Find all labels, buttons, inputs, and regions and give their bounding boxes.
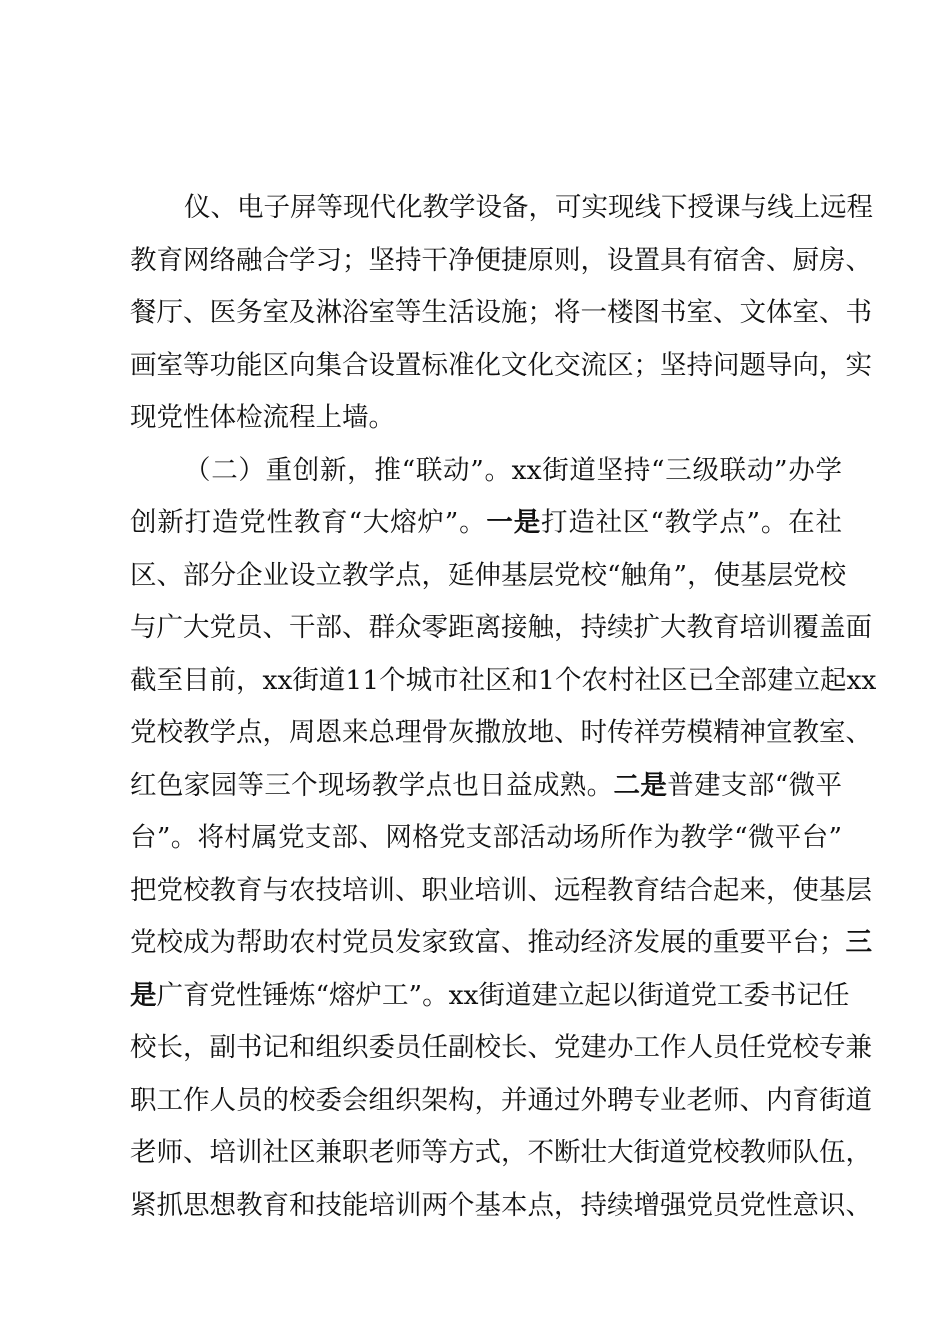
- text-segment: 仪、电子屏等现代化教学设备，可实现线下授课与线上远程: [184, 192, 873, 223]
- text-line: [130, 550, 847, 603]
- bold-marker: 是: [130, 979, 157, 1011]
- text-line: [130, 970, 850, 1023]
- bold-marker: 一是: [486, 507, 542, 538]
- text-segment: 职工作人员的校委会组织架构，并通过外聘专业老师、内育街道: [130, 1084, 872, 1116]
- text-segment: 餐厅、医务室及淋浴室等生活设施；将一楼图书室、文体室、书: [130, 297, 872, 328]
- text-line: [130, 1127, 872, 1180]
- text-line: [130, 182, 873, 235]
- bold-marker: 二是: [613, 769, 668, 801]
- text-line: [130, 812, 842, 865]
- text-segment: 台”。将村属党支部、网格党支部活动场所作为教学“微平台”: [130, 822, 842, 853]
- text-segment: 把党校教育与农技培训、职业培训、远程教育结合起来，使基层: [130, 874, 872, 906]
- text-segment: 广育党性锤炼“熔炉工”。xx街道建立起以街道党工委书记任: [156, 979, 850, 1011]
- text-segment: 区、部分企业设立教学点，延伸基层党校“触角”，使基层党校: [130, 559, 847, 591]
- text-line: [130, 1022, 872, 1075]
- text-line: [130, 497, 842, 550]
- text-segment: 截至目前，xx街道11个城市社区和1个农村社区已全部建立起xx: [130, 664, 877, 696]
- text-line: [130, 392, 842, 445]
- text-line: [130, 602, 872, 655]
- text-line: [130, 760, 842, 813]
- text-segment: 普建支部“微平: [667, 769, 843, 801]
- text-segment: 现党性体检流程上墙。: [130, 402, 395, 433]
- text-line: [130, 655, 877, 708]
- text-segment: 红色家园等三个现场教学点也日益成熟。: [130, 769, 614, 801]
- text-segment: 打造社区“教学点”。在社: [541, 507, 842, 538]
- text-line: [130, 340, 872, 393]
- text-line: [130, 707, 872, 760]
- text-segment: 紧抓思想教育和技能培训两个基本点，持续增强党员党性意识、: [130, 1189, 872, 1221]
- text-segment: 党校教学点，周恩来总理骨灰撒放地、时传祥劳模精神宣教室、: [130, 717, 872, 748]
- text-segment: 创新打造党性教育“大熔炉”。: [130, 507, 487, 538]
- text-line: [130, 235, 872, 288]
- text-line: [130, 287, 872, 340]
- text-line: [130, 1180, 872, 1233]
- text-line: [130, 1075, 872, 1128]
- text-segment: 教育网络融合学习；坚持干净便捷原则，设置具有宿舍、厨房、: [130, 244, 872, 276]
- text-line: [130, 445, 842, 498]
- text-line: [130, 865, 872, 918]
- text-segment: 老师、培训社区兼职老师等方式，不断壮大街道党校教师队伍，: [130, 1137, 872, 1168]
- text-segment: 校长，副书记和组织委员任副校长、党建办工作人员任党校专兼: [130, 1032, 872, 1063]
- text-line: [130, 917, 872, 970]
- body-text: [130, 182, 877, 1232]
- text-segment: 与广大党员、干部、群众零距离接触，持续扩大教育培训覆盖面: [130, 612, 872, 643]
- text-segment: 党校成为帮助农村党员发家致富、推动经济发展的重要平台；: [130, 927, 846, 958]
- text-segment: 画室等功能区向集合设置标准化文化交流区；坚持问题导向，实: [130, 349, 872, 381]
- text-segment: （二）重创新，推“联动”。xx街道坚持“三级联动”办学: [184, 454, 842, 486]
- bold-marker: 三: [845, 927, 872, 958]
